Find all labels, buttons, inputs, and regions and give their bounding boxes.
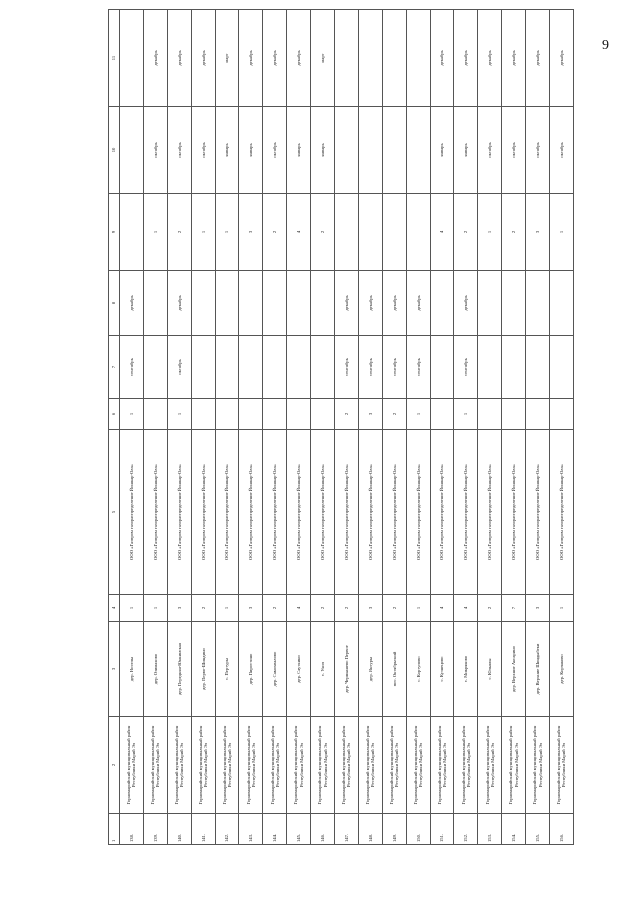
month-end-cell: декабрь: [454, 271, 478, 336]
month-end-cell: [120, 10, 144, 107]
header-cell: 1: [109, 814, 120, 845]
month-end-cell: [550, 271, 574, 336]
district-cell: Горномарийский муниципальный район Республики Марий Эл: [215, 717, 239, 814]
count-cell: 1: [406, 595, 430, 622]
month-start-cell: [478, 336, 502, 399]
district-cell: Горномарийский муниципальный район Республики Марий Эл: [526, 717, 550, 814]
header-cell: 10: [109, 107, 120, 194]
month-start-cell: [263, 336, 287, 399]
month-start-cell: октябрь: [263, 107, 287, 194]
settlement-cell: дер. Чермышево Первое: [335, 622, 359, 717]
month-end-cell: декабрь: [167, 10, 191, 107]
header-cell: 6: [109, 399, 120, 430]
count-cell: [215, 399, 239, 430]
organization-cell: ООО «Газпром газораспределение Йошкар-Ола»: [335, 430, 359, 595]
month-end-cell: [263, 271, 287, 336]
count-cell: 2: [382, 595, 406, 622]
count-cell: 4: [287, 595, 311, 622]
header-cell: 5: [109, 430, 120, 595]
month-end-cell: [287, 271, 311, 336]
count-cell: 2: [191, 595, 215, 622]
month-start-cell: [382, 107, 406, 194]
table-row: [263, 10, 287, 845]
organization-cell: ООО «Газпром газораспределение Йошкар-Ола»: [478, 430, 502, 595]
settlement-cell: с. Микряково: [454, 622, 478, 717]
organization-cell: ООО «Газпром газораспределение Йошкар-Ола»: [430, 430, 454, 595]
table-row: [526, 10, 550, 845]
month-end-cell: декабрь: [120, 271, 144, 336]
count-cell: 1: [406, 399, 430, 430]
month-start-cell: [406, 107, 430, 194]
table-row: [406, 10, 430, 845]
count-cell: [550, 399, 574, 430]
settlement-cell: дер. Самохвалово: [263, 622, 287, 717]
organization-cell: ООО «Газпром газораспределение Йошкар-Ола»: [120, 430, 144, 595]
count-cell: 2: [382, 399, 406, 430]
settlement-cell: с. Ухоп: [311, 622, 335, 717]
month-end-cell: [358, 10, 382, 107]
month-end-cell: декабрь: [406, 271, 430, 336]
month-end-cell: декабрь: [550, 10, 574, 107]
count-cell: [335, 194, 359, 271]
organization-cell: ООО «Газпром газораспределение Йошкар-Ола»: [143, 430, 167, 595]
month-end-cell: декабрь: [454, 10, 478, 107]
settlement-cell: дер. Перво-Шиндино: [191, 622, 215, 717]
header-cell: 11: [109, 10, 120, 107]
count-cell: [191, 399, 215, 430]
district-cell: Горномарийский муниципальный район Республики Марий Эл: [311, 717, 335, 814]
settlement-cell: дер. Пиростино: [239, 622, 263, 717]
header-cell: 4: [109, 595, 120, 622]
count-cell: 3: [358, 595, 382, 622]
settlement-cell: с. Кортупово: [406, 622, 430, 717]
month-start-cell: январь: [239, 107, 263, 194]
month-end-cell: декабрь: [502, 10, 526, 107]
district-cell: Горномарийский муниципальный район Республики Марий Эл: [239, 717, 263, 814]
count-cell: [239, 399, 263, 430]
month-start-cell: [191, 336, 215, 399]
count-cell: 4: [287, 194, 311, 271]
row-number: 151.: [430, 814, 454, 845]
organization-cell: ООО «Газпром газораспределение Йошкар-Ола»: [406, 430, 430, 595]
count-cell: [382, 194, 406, 271]
gasification-table: [108, 9, 574, 845]
month-start-cell: [550, 336, 574, 399]
count-cell: 2: [335, 595, 359, 622]
organization-cell: ООО «Газпром газораспределение Йошкар-Ола»: [502, 430, 526, 595]
organization-cell: ООО «Газпром газораспределение Йошкар-Ола»: [454, 430, 478, 595]
row-number: 154.: [502, 814, 526, 845]
month-start-cell: сентябрь: [382, 336, 406, 399]
count-cell: 7: [502, 595, 526, 622]
count-cell: 2: [454, 194, 478, 271]
month-start-cell: октябрь: [167, 336, 191, 399]
month-end-cell: [311, 271, 335, 336]
row-number: 149.: [382, 814, 406, 845]
count-cell: 1: [167, 399, 191, 430]
count-cell: 2: [311, 595, 335, 622]
month-end-cell: декабрь: [167, 271, 191, 336]
row-number: 143.: [239, 814, 263, 845]
month-end-cell: декабрь: [335, 271, 359, 336]
table-row: [478, 10, 502, 845]
organization-cell: ООО «Газпром газораспределение Йошкар-Ола»: [263, 430, 287, 595]
organization-cell: ООО «Газпром газораспределение Йошкар-Ола»: [167, 430, 191, 595]
month-start-cell: январь: [311, 107, 335, 194]
row-number: 147.: [335, 814, 359, 845]
count-cell: [120, 194, 144, 271]
month-start-cell: октябрь: [550, 107, 574, 194]
month-end-cell: декабрь: [143, 10, 167, 107]
month-start-cell: сентябрь: [454, 336, 478, 399]
organization-cell: ООО «Газпром газораспределение Йошкар-Ола»: [191, 430, 215, 595]
settlement-cell: дер. Передняя-Юнкинская: [167, 622, 191, 717]
row-number: 140.: [167, 814, 191, 845]
row-number: 146.: [311, 814, 335, 845]
month-start-cell: сентябрь: [335, 336, 359, 399]
month-end-cell: декабрь: [358, 271, 382, 336]
month-start-cell: [215, 336, 239, 399]
count-cell: 2: [335, 399, 359, 430]
table-row: [215, 10, 239, 845]
table-row: [191, 10, 215, 845]
count-cell: [143, 399, 167, 430]
district-cell: Горномарийский муниципальный район Республики Марий Эл: [167, 717, 191, 814]
district-cell: Горномарийский муниципальный район Республики Марий Эл: [502, 717, 526, 814]
count-cell: 3: [167, 595, 191, 622]
settlement-cell: дер. Сауткино: [287, 622, 311, 717]
count-cell: 1: [215, 194, 239, 271]
settlement-cell: с. Кузнецово: [430, 622, 454, 717]
month-end-cell: декабрь: [191, 10, 215, 107]
count-cell: 4: [430, 595, 454, 622]
row-number: 148.: [358, 814, 382, 845]
row-number: 138.: [120, 814, 144, 845]
settlement-cell: пос. Октябрьский: [382, 622, 406, 717]
count-cell: [526, 399, 550, 430]
header-cell: 7: [109, 336, 120, 399]
count-cell: 3: [239, 595, 263, 622]
month-start-cell: октябрь: [167, 107, 191, 194]
row-number: 156.: [550, 814, 574, 845]
month-end-cell: декабрь: [478, 10, 502, 107]
month-start-cell: октябрь: [478, 107, 502, 194]
organization-cell: ООО «Газпром газораспределение Йошкар-Ола»: [215, 430, 239, 595]
settlement-cell: с. Юльялы: [478, 622, 502, 717]
row-number: 155.: [526, 814, 550, 845]
month-end-cell: [430, 271, 454, 336]
settlement-cell: дер. Верхние Шиндыбеки: [526, 622, 550, 717]
count-cell: [311, 399, 335, 430]
district-cell: Горномарийский муниципальный район Республики Марий Эл: [287, 717, 311, 814]
count-cell: 1: [454, 399, 478, 430]
month-end-cell: [526, 271, 550, 336]
count-cell: 1: [550, 194, 574, 271]
month-start-cell: январь: [287, 107, 311, 194]
month-start-cell: [430, 336, 454, 399]
page-number: 9: [602, 38, 609, 53]
month-start-cell: октябрь: [191, 107, 215, 194]
organization-cell: ООО «Газпром газораспределение Йошкар-Ола»: [382, 430, 406, 595]
month-end-cell: [406, 10, 430, 107]
count-cell: 2: [167, 194, 191, 271]
settlement-cell: дер. Озимахово: [143, 622, 167, 717]
month-start-cell: [502, 336, 526, 399]
month-start-cell: октябрь: [143, 107, 167, 194]
count-cell: 1: [478, 194, 502, 271]
count-cell: 1: [191, 194, 215, 271]
settlement-cell: дер. Носелы: [120, 622, 144, 717]
district-cell: Горномарийский муниципальный район Республики Марий Эл: [120, 717, 144, 814]
month-end-cell: декабрь: [263, 10, 287, 107]
table-row: [335, 10, 359, 845]
month-start-cell: [335, 107, 359, 194]
header-cell: 3: [109, 622, 120, 717]
month-end-cell: [191, 271, 215, 336]
month-start-cell: январь: [215, 107, 239, 194]
month-end-cell: декабрь: [430, 10, 454, 107]
district-cell: Горномарийский муниципальный район Республики Марий Эл: [143, 717, 167, 814]
month-end-cell: март: [215, 10, 239, 107]
table-row: [239, 10, 263, 845]
count-cell: 2: [311, 194, 335, 271]
month-start-cell: [358, 107, 382, 194]
month-start-cell: октябрь: [502, 107, 526, 194]
month-start-cell: [287, 336, 311, 399]
header-row: [109, 10, 120, 845]
count-cell: 1: [120, 595, 144, 622]
month-end-cell: [215, 271, 239, 336]
organization-cell: ООО «Газпром газораспределение Йошкар-Ола»: [239, 430, 263, 595]
count-cell: [358, 194, 382, 271]
count-cell: 3: [526, 595, 550, 622]
table-row: [454, 10, 478, 845]
gasification-table-rotated: [108, 50, 628, 845]
header-cell: 8: [109, 271, 120, 336]
row-number: 152.: [454, 814, 478, 845]
row-number: 153.: [478, 814, 502, 845]
table-row: [430, 10, 454, 845]
month-start-cell: [143, 336, 167, 399]
count-cell: 2: [478, 595, 502, 622]
month-end-cell: [478, 271, 502, 336]
district-cell: Горномарийский муниципальный район Республики Марий Эл: [382, 717, 406, 814]
count-cell: 1: [550, 595, 574, 622]
organization-cell: ООО «Газпром газораспределение Йошкар-Ола»: [311, 430, 335, 595]
month-start-cell: сентябрь: [406, 336, 430, 399]
month-end-cell: [502, 271, 526, 336]
table-row: [143, 10, 167, 845]
count-cell: 2: [263, 595, 287, 622]
table-row: [502, 10, 526, 845]
district-cell: Горномарийский муниципальный район Республики Марий Эл: [358, 717, 382, 814]
month-end-cell: [382, 10, 406, 107]
count-cell: 3: [526, 194, 550, 271]
district-cell: Горномарийский муниципальный район Республики Марий Эл: [454, 717, 478, 814]
month-end-cell: декабрь: [287, 10, 311, 107]
row-number: 145.: [287, 814, 311, 845]
count-cell: 1: [143, 194, 167, 271]
count-cell: [478, 399, 502, 430]
row-number: 141.: [191, 814, 215, 845]
table-row: [167, 10, 191, 845]
settlement-cell: дер. Корчаково: [550, 622, 574, 717]
district-cell: Горномарийский муниципальный район Республики Марий Эл: [335, 717, 359, 814]
table-row: [287, 10, 311, 845]
count-cell: 3: [239, 194, 263, 271]
month-end-cell: [143, 271, 167, 336]
table-row: [550, 10, 574, 845]
month-start-cell: сентябрь: [358, 336, 382, 399]
month-start-cell: [239, 336, 263, 399]
month-end-cell: [335, 10, 359, 107]
district-cell: Горномарийский муниципальный район Республики Марий Эл: [550, 717, 574, 814]
district-cell: Горномарийский муниципальный район Республики Марий Эл: [478, 717, 502, 814]
month-start-cell: [120, 107, 144, 194]
count-cell: [287, 399, 311, 430]
count-cell: [263, 399, 287, 430]
district-cell: Горномарийский муниципальный район Республики Марий Эл: [191, 717, 215, 814]
table-row: [358, 10, 382, 845]
count-cell: 4: [430, 194, 454, 271]
month-start-cell: [526, 336, 550, 399]
count-cell: 3: [358, 399, 382, 430]
district-cell: Горномарийский муниципальный район Республики Марий Эл: [406, 717, 430, 814]
month-start-cell: сентябрь: [120, 336, 144, 399]
district-cell: Горномарийский муниципальный район Республики Марий Эл: [430, 717, 454, 814]
count-cell: 4: [454, 595, 478, 622]
header-cell: 9: [109, 194, 120, 271]
row-number: 144.: [263, 814, 287, 845]
month-start-cell: [311, 336, 335, 399]
settlement-cell: дер. Верхние Аксарино: [502, 622, 526, 717]
count-cell: 1: [120, 399, 144, 430]
month-end-cell: декабрь: [239, 10, 263, 107]
month-end-cell: декабрь: [526, 10, 550, 107]
count-cell: [502, 399, 526, 430]
table-row: [311, 10, 335, 845]
organization-cell: ООО «Газпром газораспределение Йошкар-Ола»: [526, 430, 550, 595]
count-cell: 1: [143, 595, 167, 622]
count-cell: [406, 194, 430, 271]
month-start-cell: январь: [454, 107, 478, 194]
row-number: 150.: [406, 814, 430, 845]
organization-cell: ООО «Газпром газораспределение Йошкар-Ола»: [550, 430, 574, 595]
district-cell: Горномарийский муниципальный район Республики Марий Эл: [263, 717, 287, 814]
count-cell: 2: [263, 194, 287, 271]
table-body: [120, 10, 574, 845]
table-row: [382, 10, 406, 845]
count-cell: 1: [215, 595, 239, 622]
table-row: [120, 10, 144, 845]
row-number: 139.: [143, 814, 167, 845]
month-end-cell: март: [311, 10, 335, 107]
count-cell: 2: [502, 194, 526, 271]
month-end-cell: [239, 271, 263, 336]
organization-cell: ООО «Газпром газораспределение Йошкар-Ола»: [358, 430, 382, 595]
month-start-cell: январь: [430, 107, 454, 194]
settlement-cell: дер. Янтуры: [358, 622, 382, 717]
row-number: 142.: [215, 814, 239, 845]
count-cell: [430, 399, 454, 430]
month-end-cell: декабрь: [382, 271, 406, 336]
header-cell: 2: [109, 717, 120, 814]
month-start-cell: октябрь: [526, 107, 550, 194]
organization-cell: ООО «Газпром газораспределение Йошкар-Ола»: [287, 430, 311, 595]
settlement-cell: с. Пертуры: [215, 622, 239, 717]
